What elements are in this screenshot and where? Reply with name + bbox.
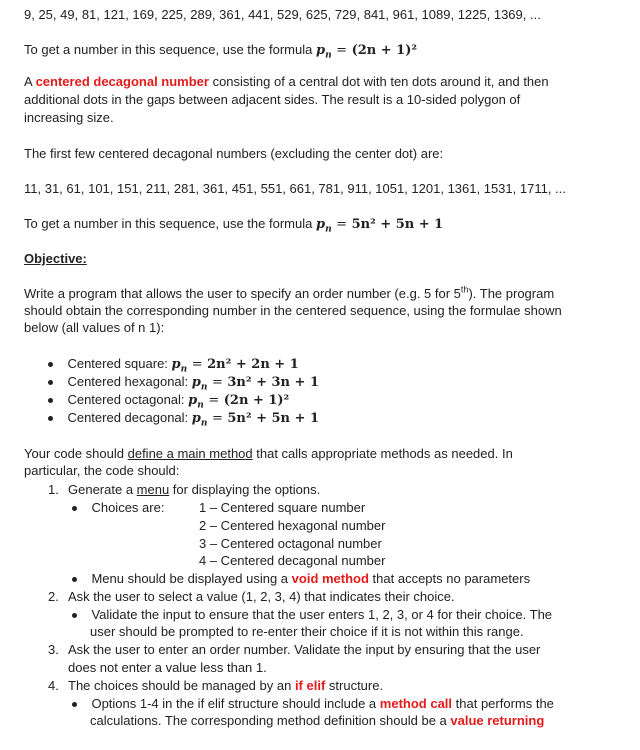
code-intro-b: that calls appropriate methods as needed. In <box>252 446 513 461</box>
objective-line3: below (all values of n 1): <box>24 320 165 335</box>
decagonal-desc-line3: increasing size. <box>24 110 114 125</box>
s2-sub-line2: user should be prompted to re-enter their choice if it is not within this range. <box>90 624 524 639</box>
formula-item: Centered square: $p_n = 2n^2 + 2n + 1$ <box>48 355 299 379</box>
menu-b: that accepts no parameters <box>368 571 531 586</box>
step-3: Ask the user to enter an order number. Validate the input by ensuring that the user <box>68 642 541 657</box>
menu-bullet <box>72 570 530 587</box>
desc-prefix: A <box>24 74 36 89</box>
s1a: Generate a <box>68 482 137 497</box>
bullet-icon <box>72 702 77 707</box>
s1-underlined: menu <box>136 482 170 497</box>
code-intro-a: Your code should <box>24 446 128 461</box>
formula-square-seq: $p_n = (2n + 1)^2$ <box>315 43 418 61</box>
formula-intro-2: To get a number in this sequence, use the formula <box>24 216 313 231</box>
choices-label: Choices are: <box>91 500 165 515</box>
code-intro-underlined: define a main method <box>127 446 253 461</box>
bullet-icon <box>48 416 53 421</box>
formula-rhs-2: 5n² + 5n + 1 <box>351 217 444 232</box>
sequence-decagonal: 11, 31, 61, 101, 151, 211, 281, 361, 451, 551, 661, 781, 911, 1051, 1201, 1361, 1531, 1711, ... <box>24 181 566 196</box>
step-4 <box>68 677 383 694</box>
formula-rhs: (2n + 1)² <box>351 43 418 58</box>
s4-red: if elif <box>294 678 326 693</box>
choice-item: 2 – Centered hexagonal number <box>199 518 386 533</box>
s1b: for displaying the options. <box>169 482 321 497</box>
formula-item-rhs: (2n + 1)² <box>223 393 290 408</box>
s4-sub-l1b: that performs the <box>452 696 554 711</box>
formula-item-rhs: 3n² + 3n + 1 <box>227 375 319 390</box>
choice-item: 3 – Centered octagonal number <box>199 536 382 551</box>
formula-item: Centered octagonal: $p_n = (2n + 1)^2$ <box>48 391 289 415</box>
obj-l1a: Write a program that allows the user to specify an order number (e.g. 5 for 5 <box>24 286 461 301</box>
formula-item: Centered decagonal: $p_n = 5n^2 + 5n + 1$ <box>48 409 319 433</box>
desc-highlight: centered decagonal number <box>35 74 209 89</box>
s2-sub-bullet <box>72 606 552 623</box>
s4-sub-bullet <box>72 695 554 712</box>
objective-line1 <box>24 285 554 302</box>
choices-bullet <box>72 499 164 516</box>
formula-item-rhs: 5n² + 5n + 1 <box>227 411 319 426</box>
s4b: structure. <box>325 678 384 693</box>
formula-label: Centered decagonal: <box>67 410 192 425</box>
menu-red: void method <box>291 571 369 586</box>
s4-sub-l2a: calculations. The corresponding method definition should be a <box>90 713 451 728</box>
s2-sub-l1: Validate the input to ensure that the user enters 1, 2, 3, or 4 for their choice. The <box>91 607 553 622</box>
step-number: 1. <box>48 482 59 497</box>
formula-decagonal-seq: $p_n = 5n^2 + 5n + 1$ <box>315 217 444 235</box>
formula-label: Centered square: <box>67 356 172 371</box>
step-number: 4. <box>48 678 59 693</box>
step-number: 3. <box>48 642 59 657</box>
decagonal-desc-line2: additional dots in the gaps between adjacent sides. The result is a 10-sided polygon of <box>24 92 521 107</box>
first-few-intro: The first few centered decagonal numbers (excluding the center dot) are: <box>24 146 444 161</box>
menu-a: Menu should be displayed using a <box>91 571 292 586</box>
objective-heading: Objective: <box>24 251 87 266</box>
step-3-line2: does not enter a value less than 1. <box>68 660 267 675</box>
formula-item: Centered hexagonal: $p_n = 3n^2 + 3n + 1$ <box>48 373 319 397</box>
sequence-square: 9, 25, 49, 81, 121, 169, 225, 289, 361, 441, 529, 625, 729, 841, 961, 1089, 1225, 1369, ... <box>24 7 541 22</box>
code-intro-line2: particular, the code should: <box>24 463 180 478</box>
s4-sub-red: method call <box>379 696 453 711</box>
bullet-icon <box>48 362 53 367</box>
s4-sub-l1a: Options 1-4 in the if elif structure should include a <box>91 696 380 711</box>
step-2: Ask the user to select a value (1, 2, 3, 4) that indicates their choice. <box>68 589 455 604</box>
choice-item: 4 – Centered decagonal number <box>199 553 386 568</box>
choice-item: 1 – Centered square number <box>199 500 366 515</box>
formula-label: Centered hexagonal: <box>67 374 192 389</box>
bullet-icon <box>48 380 53 385</box>
obj-l1b: ). The program <box>468 286 555 301</box>
s4a: The choices should be managed by an <box>68 678 295 693</box>
bullet-icon <box>72 613 77 618</box>
bullet-icon <box>72 577 77 582</box>
obj-sup: th <box>460 284 469 295</box>
bullet-icon <box>48 398 53 403</box>
objective-line2: should obtain the corresponding number in the centered sequence, using the formulae shown <box>24 303 562 318</box>
decagonal-desc-line1 <box>24 73 549 90</box>
formula-line-2 <box>24 215 443 239</box>
step-number: 2. <box>48 589 59 604</box>
desc-rest: consisting of a central dot with ten dots around it, and then <box>208 74 549 89</box>
s4-sub-line2 <box>90 712 544 729</box>
formula-intro: To get a number in this sequence, use the formula <box>24 42 313 57</box>
formula-line-1 <box>24 41 417 65</box>
bullet-icon <box>72 506 77 511</box>
s4-sub-l2-red: value returning <box>450 713 545 728</box>
formula-item-rhs: 2n² + 2n + 1 <box>207 357 299 372</box>
step-1 <box>68 481 320 498</box>
formula-label: Centered octagonal: <box>67 392 189 407</box>
code-intro-line1 <box>24 445 513 462</box>
